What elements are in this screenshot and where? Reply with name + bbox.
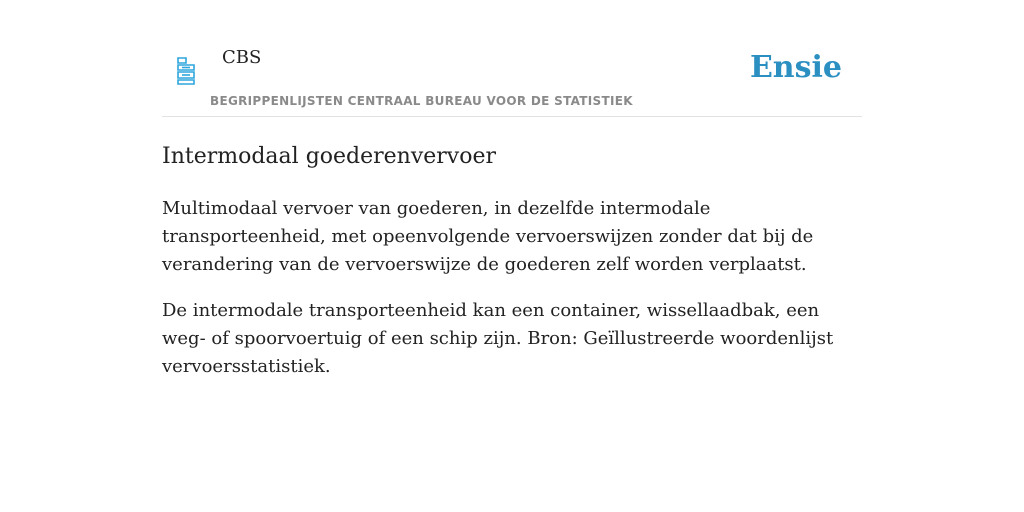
- cbs-logo-icon[interactable]: [176, 56, 196, 86]
- collection-subtitle: BEGRIPPENLIJSTEN CENTRAAL BUREAU VOOR DE STATISTIEK: [210, 94, 633, 108]
- header: [162, 0, 862, 117]
- org-name: CBS: [222, 47, 262, 68]
- definition-paragraph: De intermodale transporteenheid kan een container, wissellaadbak, een weg- of spoorvoertuig of een schip zijn. Bron: Geïllustreerde woordenlijst vervoersstatistiek.: [162, 300, 834, 377]
- page-container: [162, 0, 862, 381]
- definition-paragraph: Multimodaal vervoer van goederen, in dezelfde intermodale transporteenheid, met opeenvolgende vervoerswijzen zonder dat bij de verandering van de vervoerswijze de goederen zelf worden verplaatst.: [162, 198, 814, 275]
- ensie-brand-link[interactable]: Ensie: [749, 50, 842, 85]
- entry-title: Intermodaal goederenvervoer: [162, 144, 497, 169]
